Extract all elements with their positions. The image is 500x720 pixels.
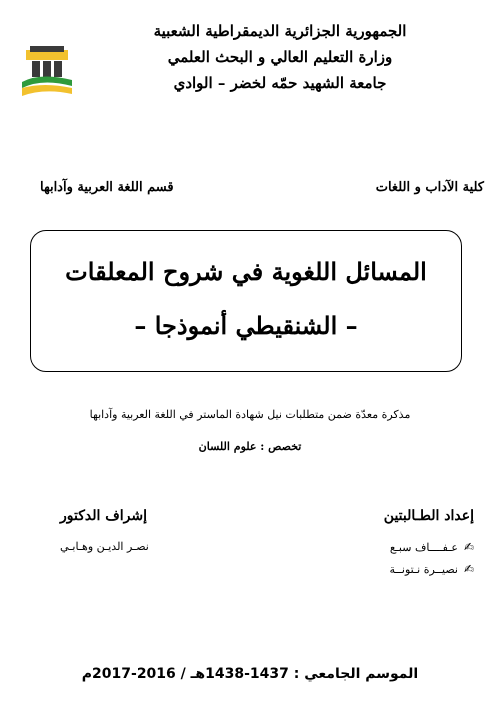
student-1 — [390, 540, 474, 554]
university-logo — [20, 44, 74, 100]
supervisor-name: نصـر الديـن وهـابـي — [60, 540, 149, 553]
thesis-title-box — [30, 230, 462, 372]
students-heading: إعداد الطـالبتين — [383, 508, 474, 524]
student-2 — [390, 562, 474, 576]
ministry-header — [80, 18, 480, 96]
university-name: جامعة الشهيد حمّه لخضر – الوادي — [173, 74, 387, 92]
thesis-specialty: تخصص : علوم اللسان — [198, 440, 302, 453]
ministry-name: وزارة التعليم العالي و البحث العلمي — [167, 48, 393, 66]
thesis-title-main: المسائل اللغوية في شروح المعلقات — [65, 257, 427, 286]
pen-icon: ✍ — [463, 562, 474, 576]
faculty-name: كلية الآداب و اللغات — [375, 180, 484, 195]
pen-icon: ✍ — [463, 540, 474, 554]
supervisor-heading: إشراف الدكتور — [60, 508, 148, 524]
student-name: نصيــرة نـتونــة — [389, 562, 458, 576]
thesis-description: مذكرة معدّة ضمن متطلبات نيل شهادة الماستر في اللغة العربية وآدابها — [89, 408, 411, 421]
department-name: قسم اللغة العربية وآدابها — [40, 180, 174, 195]
republic-name: الجمهورية الجزائرية الديمقراطية الشعبية — [153, 22, 407, 40]
academic-year: الموسم الجامعي : 1437-1438هـ / 2016-2017م — [81, 666, 419, 682]
thesis-title-sub: – الشنقيطي أنموذجا – — [134, 311, 358, 340]
student-name: عـفــــاف سبـع — [389, 540, 458, 554]
